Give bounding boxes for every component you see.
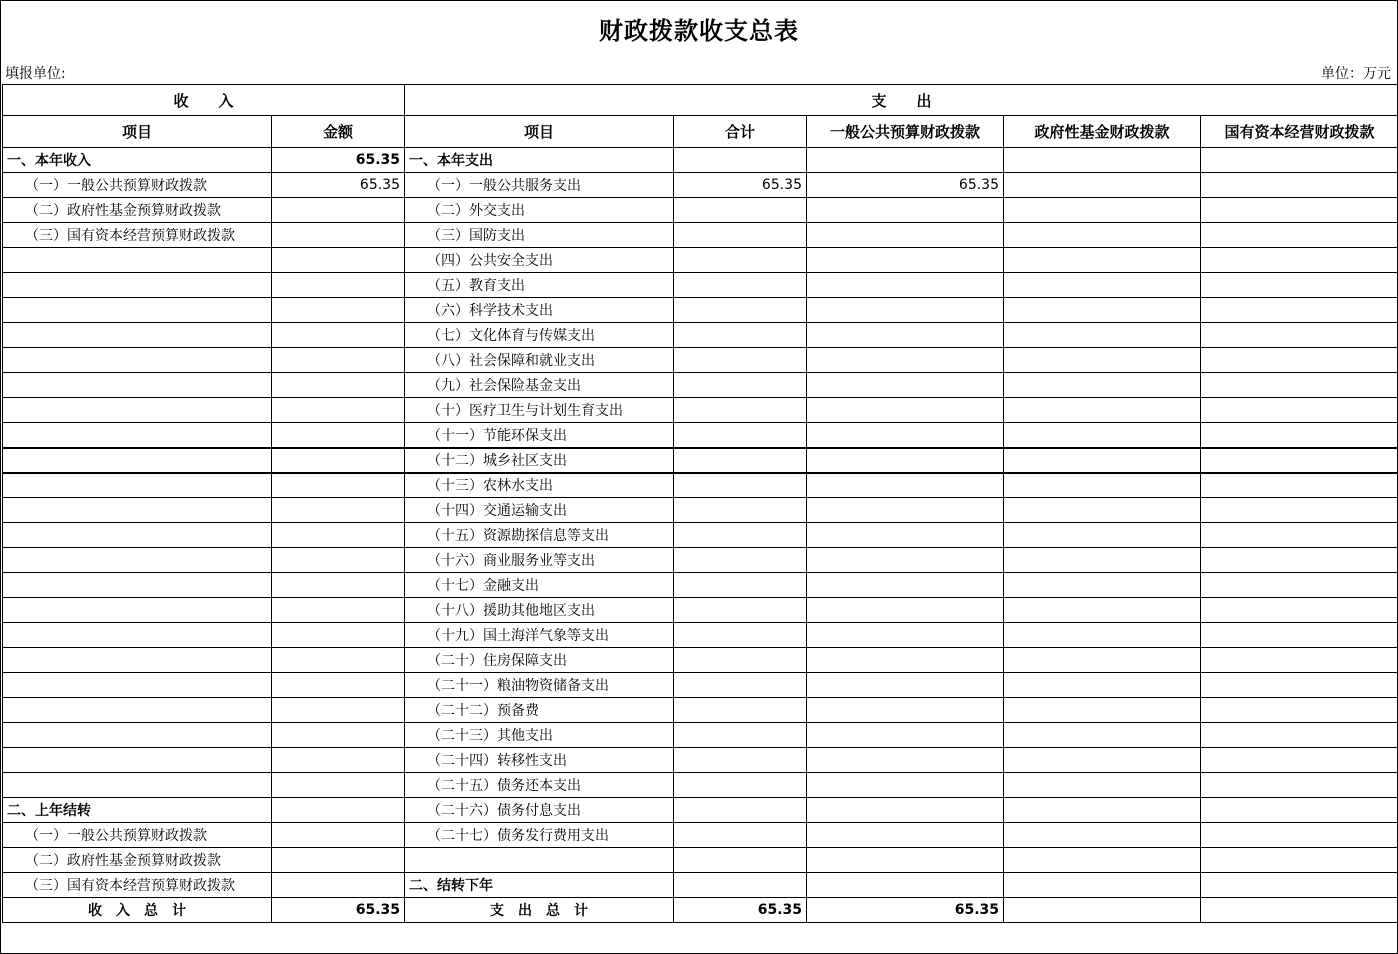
income-item-cell bbox=[3, 623, 272, 648]
state-capital-cell bbox=[1201, 198, 1398, 223]
income-amount-cell bbox=[272, 648, 405, 673]
income-item-cell bbox=[3, 523, 272, 548]
gov-fund-cell bbox=[1004, 398, 1201, 423]
total-cell bbox=[674, 623, 807, 648]
general-budget-cell bbox=[807, 373, 1004, 398]
total-cell bbox=[674, 723, 807, 748]
general-budget-cell bbox=[807, 648, 1004, 673]
gov-fund-cell bbox=[1004, 723, 1201, 748]
expense-item-cell: 一、本年支出 bbox=[405, 148, 674, 173]
table-row bbox=[3, 723, 1398, 748]
gov-fund-cell bbox=[1004, 198, 1201, 223]
total-cell bbox=[674, 648, 807, 673]
table-row bbox=[3, 748, 1398, 773]
table-row bbox=[3, 248, 1398, 273]
gov-fund-cell bbox=[1004, 298, 1201, 323]
table-row bbox=[3, 573, 1398, 598]
col-item-header: 项目 bbox=[3, 116, 272, 148]
income-amount-cell bbox=[272, 548, 405, 573]
income-item-cell: （一）一般公共预算财政拨款 bbox=[3, 823, 272, 848]
state-capital-cell bbox=[1201, 498, 1398, 523]
income-amount-cell bbox=[272, 198, 405, 223]
expense-item-cell: （二十七）债务发行费用支出 bbox=[405, 823, 674, 848]
general-budget-cell bbox=[807, 423, 1004, 448]
income-item-cell: 一、本年收入 bbox=[3, 148, 272, 173]
table-row bbox=[3, 448, 1398, 473]
table-row bbox=[3, 523, 1398, 548]
income-amount-cell bbox=[272, 448, 405, 473]
col-fund-header: 政府性基金财政拨款 bbox=[1004, 116, 1201, 148]
general-budget-cell bbox=[807, 498, 1004, 523]
filler-label: 填报单位: bbox=[5, 66, 66, 82]
table-row bbox=[3, 148, 1398, 173]
income-amount-cell: 65.35 bbox=[272, 173, 405, 198]
state-capital-cell bbox=[1201, 348, 1398, 373]
table-row bbox=[3, 548, 1398, 573]
general-budget-cell bbox=[807, 798, 1004, 823]
expense-item-cell: （十一）节能环保支出 bbox=[405, 423, 674, 448]
income-total-label: 收 入 总 计 bbox=[3, 898, 272, 923]
general-budget-cell bbox=[807, 273, 1004, 298]
total-cell bbox=[674, 348, 807, 373]
income-amount-cell bbox=[272, 823, 405, 848]
total-cell bbox=[674, 523, 807, 548]
income-item-cell bbox=[3, 398, 272, 423]
col-total-header: 合计 bbox=[674, 116, 807, 148]
total-cell bbox=[674, 423, 807, 448]
total-cell bbox=[674, 148, 807, 173]
income-item-cell bbox=[3, 723, 272, 748]
expense-item-cell: （十）医疗卫生与计划生育支出 bbox=[405, 398, 674, 423]
income-amount-cell bbox=[272, 223, 405, 248]
state-capital-cell bbox=[1201, 598, 1398, 623]
income-amount-cell bbox=[272, 498, 405, 523]
general-budget-cell bbox=[807, 848, 1004, 873]
state-capital-cell bbox=[1201, 423, 1398, 448]
income-item-cell bbox=[3, 548, 272, 573]
general-budget-cell bbox=[807, 298, 1004, 323]
gov-fund-cell bbox=[1004, 548, 1201, 573]
state-capital-cell bbox=[1201, 548, 1398, 573]
unit-label: 单位：万元 bbox=[1321, 66, 1391, 82]
income-amount-cell bbox=[272, 248, 405, 273]
income-item-cell bbox=[3, 248, 272, 273]
income-amount-cell bbox=[272, 273, 405, 298]
gov-fund-cell bbox=[1004, 773, 1201, 798]
table-row bbox=[3, 848, 1398, 873]
general-budget-cell bbox=[807, 348, 1004, 373]
state-capital-cell bbox=[1201, 223, 1398, 248]
col-state-header: 国有资本经营财政拨款 bbox=[1201, 116, 1398, 148]
income-amount-cell bbox=[272, 623, 405, 648]
income-item-cell bbox=[3, 448, 272, 473]
total-cell bbox=[674, 448, 807, 473]
total-cell bbox=[674, 773, 807, 798]
table-row bbox=[3, 698, 1398, 723]
expense-item-cell: （四）公共安全支出 bbox=[405, 248, 674, 273]
table-row bbox=[3, 623, 1398, 648]
expense-total-general: 65.35 bbox=[807, 898, 1004, 923]
income-item-cell bbox=[3, 323, 272, 348]
expense-item-cell: （二）外交支出 bbox=[405, 198, 674, 223]
col-exp-item-header: 项目 bbox=[405, 116, 674, 148]
income-amount-cell bbox=[272, 373, 405, 398]
budget-table bbox=[2, 84, 1398, 923]
expense-item-cell: （十二）城乡社区支出 bbox=[405, 448, 674, 473]
income-item-cell bbox=[3, 698, 272, 723]
header-row-1 bbox=[3, 85, 1398, 116]
state-capital-cell bbox=[1201, 773, 1398, 798]
expense-item-cell: （十九）国土海洋气象等支出 bbox=[405, 623, 674, 648]
income-item-cell bbox=[3, 273, 272, 298]
state-capital-cell bbox=[1201, 298, 1398, 323]
table-row bbox=[3, 273, 1398, 298]
table-row bbox=[3, 423, 1398, 448]
total-cell bbox=[674, 373, 807, 398]
income-header: 收 入 bbox=[3, 85, 405, 116]
table-row bbox=[3, 323, 1398, 348]
income-amount-cell bbox=[272, 323, 405, 348]
table-row bbox=[3, 773, 1398, 798]
income-amount-cell bbox=[272, 523, 405, 548]
expense-item-cell bbox=[405, 848, 674, 873]
total-cell bbox=[674, 598, 807, 623]
expense-item-cell: （二十）住房保障支出 bbox=[405, 648, 674, 673]
state-capital-cell bbox=[1201, 748, 1398, 773]
expense-item-cell: （十六）商业服务业等支出 bbox=[405, 548, 674, 573]
general-budget-cell bbox=[807, 748, 1004, 773]
expense-item-cell: （二十六）债务付息支出 bbox=[405, 798, 674, 823]
expense-item-cell: （九）社会保险基金支出 bbox=[405, 373, 674, 398]
income-amount-cell bbox=[272, 398, 405, 423]
income-item-cell: （二）政府性基金预算财政拨款 bbox=[3, 198, 272, 223]
income-amount-cell bbox=[272, 298, 405, 323]
table-row bbox=[3, 648, 1398, 673]
general-budget-cell bbox=[807, 873, 1004, 898]
state-capital-cell bbox=[1201, 248, 1398, 273]
header-row-2 bbox=[3, 116, 1398, 148]
gov-fund-cell bbox=[1004, 623, 1201, 648]
gov-fund-cell bbox=[1004, 448, 1201, 473]
general-budget-cell bbox=[807, 523, 1004, 548]
expense-item-cell: （二十五）债务还本支出 bbox=[405, 773, 674, 798]
income-item-cell bbox=[3, 423, 272, 448]
total-cell bbox=[674, 398, 807, 423]
total-cell bbox=[674, 323, 807, 348]
gov-fund-cell bbox=[1004, 573, 1201, 598]
state-capital-cell bbox=[1201, 323, 1398, 348]
income-total-amount: 65.35 bbox=[272, 898, 405, 923]
general-budget-cell bbox=[807, 148, 1004, 173]
gov-fund-cell bbox=[1004, 823, 1201, 848]
general-budget-cell bbox=[807, 398, 1004, 423]
gov-fund-cell bbox=[1004, 748, 1201, 773]
general-budget-cell bbox=[807, 548, 1004, 573]
expense-total-fund bbox=[1004, 898, 1201, 923]
gov-fund-cell bbox=[1004, 498, 1201, 523]
income-item-cell bbox=[3, 773, 272, 798]
income-item-cell: （一）一般公共预算财政拨款 bbox=[3, 173, 272, 198]
gov-fund-cell bbox=[1004, 598, 1201, 623]
state-capital-cell bbox=[1201, 148, 1398, 173]
income-amount-cell bbox=[272, 748, 405, 773]
expense-item-cell: （七）文化体育与传媒支出 bbox=[405, 323, 674, 348]
total-cell bbox=[674, 498, 807, 523]
general-budget-cell bbox=[807, 598, 1004, 623]
state-capital-cell bbox=[1201, 623, 1398, 648]
expense-item-cell: （十四）交通运输支出 bbox=[405, 498, 674, 523]
general-budget-cell bbox=[807, 323, 1004, 348]
table-row bbox=[3, 398, 1398, 423]
expense-item-cell: （十七）金融支出 bbox=[405, 573, 674, 598]
state-capital-cell bbox=[1201, 373, 1398, 398]
gov-fund-cell bbox=[1004, 473, 1201, 498]
total-cell bbox=[674, 873, 807, 898]
table-row bbox=[3, 298, 1398, 323]
state-capital-cell bbox=[1201, 648, 1398, 673]
income-item-cell bbox=[3, 748, 272, 773]
total-cell: 65.35 bbox=[674, 173, 807, 198]
income-item-cell: （三）国有资本经营预算财政拨款 bbox=[3, 223, 272, 248]
income-amount-cell bbox=[272, 348, 405, 373]
expense-item-cell: （十八）援助其他地区支出 bbox=[405, 598, 674, 623]
gov-fund-cell bbox=[1004, 248, 1201, 273]
gov-fund-cell bbox=[1004, 148, 1201, 173]
income-amount-cell bbox=[272, 773, 405, 798]
general-budget-cell bbox=[807, 623, 1004, 648]
gov-fund-cell bbox=[1004, 648, 1201, 673]
general-budget-cell bbox=[807, 198, 1004, 223]
expense-item-cell: （三）国防支出 bbox=[405, 223, 674, 248]
expense-item-cell: （二十一）粮油物资储备支出 bbox=[405, 673, 674, 698]
col-amount-header: 金额 bbox=[272, 116, 405, 148]
general-budget-cell bbox=[807, 673, 1004, 698]
income-amount-cell bbox=[272, 873, 405, 898]
table-row bbox=[3, 473, 1398, 498]
gov-fund-cell bbox=[1004, 173, 1201, 198]
total-cell bbox=[674, 223, 807, 248]
expense-item-cell: （五）教育支出 bbox=[405, 273, 674, 298]
general-budget-cell bbox=[807, 448, 1004, 473]
total-cell bbox=[674, 673, 807, 698]
expense-item-cell: （一）一般公共服务支出 bbox=[405, 173, 674, 198]
table-row bbox=[3, 673, 1398, 698]
table-row bbox=[3, 223, 1398, 248]
total-cell bbox=[674, 748, 807, 773]
gov-fund-cell bbox=[1004, 848, 1201, 873]
income-item-cell: 二、上年结转 bbox=[3, 798, 272, 823]
income-amount-cell bbox=[272, 798, 405, 823]
expense-item-cell: （八）社会保障和就业支出 bbox=[405, 348, 674, 373]
table-row bbox=[3, 598, 1398, 623]
expense-item-cell: （二十四）转移性支出 bbox=[405, 748, 674, 773]
general-budget-cell bbox=[807, 473, 1004, 498]
table-row bbox=[3, 823, 1398, 848]
expense-header: 支 出 bbox=[405, 85, 1398, 116]
total-cell bbox=[674, 198, 807, 223]
expense-item-cell: （六）科学技术支出 bbox=[405, 298, 674, 323]
expense-item-cell: （二十二）预备费 bbox=[405, 698, 674, 723]
general-budget-cell bbox=[807, 248, 1004, 273]
income-item-cell bbox=[3, 598, 272, 623]
total-cell bbox=[674, 273, 807, 298]
general-budget-cell bbox=[807, 223, 1004, 248]
gov-fund-cell bbox=[1004, 423, 1201, 448]
gov-fund-cell bbox=[1004, 373, 1201, 398]
total-cell bbox=[674, 573, 807, 598]
gov-fund-cell bbox=[1004, 873, 1201, 898]
income-item-cell bbox=[3, 648, 272, 673]
gov-fund-cell bbox=[1004, 323, 1201, 348]
state-capital-cell bbox=[1201, 573, 1398, 598]
general-budget-cell bbox=[807, 573, 1004, 598]
gov-fund-cell bbox=[1004, 698, 1201, 723]
table-row bbox=[3, 348, 1398, 373]
expense-item-cell: （二十三）其他支出 bbox=[405, 723, 674, 748]
col-general-header: 一般公共预算财政拨款 bbox=[807, 116, 1004, 148]
total-cell bbox=[674, 698, 807, 723]
state-capital-cell bbox=[1201, 173, 1398, 198]
expense-total-sum: 65.35 bbox=[674, 898, 807, 923]
income-amount-cell bbox=[272, 598, 405, 623]
gov-fund-cell bbox=[1004, 223, 1201, 248]
table-row bbox=[3, 198, 1398, 223]
general-budget-cell bbox=[807, 698, 1004, 723]
income-amount-cell: 65.35 bbox=[272, 148, 405, 173]
state-capital-cell bbox=[1201, 398, 1398, 423]
table-row bbox=[3, 173, 1398, 198]
state-capital-cell bbox=[1201, 723, 1398, 748]
general-budget-cell bbox=[807, 773, 1004, 798]
income-amount-cell bbox=[272, 673, 405, 698]
expense-item-cell: （十三）农林水支出 bbox=[405, 473, 674, 498]
state-capital-cell bbox=[1201, 873, 1398, 898]
income-amount-cell bbox=[272, 698, 405, 723]
gov-fund-cell bbox=[1004, 673, 1201, 698]
gov-fund-cell bbox=[1004, 273, 1201, 298]
general-budget-cell bbox=[807, 823, 1004, 848]
totals-row bbox=[3, 898, 1398, 923]
expense-item-cell: （十五）资源勘探信息等支出 bbox=[405, 523, 674, 548]
state-capital-cell bbox=[1201, 698, 1398, 723]
state-capital-cell bbox=[1201, 273, 1398, 298]
general-budget-cell bbox=[807, 723, 1004, 748]
report-title: 财政拨款收支总表 bbox=[599, 17, 799, 45]
income-item-cell: （二）政府性基金预算财政拨款 bbox=[3, 848, 272, 873]
table-row bbox=[3, 373, 1398, 398]
income-item-cell bbox=[3, 673, 272, 698]
state-capital-cell bbox=[1201, 673, 1398, 698]
income-item-cell: （三）国有资本经营预算财政拨款 bbox=[3, 873, 272, 898]
income-item-cell bbox=[3, 573, 272, 598]
income-item-cell bbox=[3, 498, 272, 523]
income-amount-cell bbox=[272, 473, 405, 498]
income-item-cell bbox=[3, 298, 272, 323]
state-capital-cell bbox=[1201, 798, 1398, 823]
table-row bbox=[3, 873, 1398, 898]
gov-fund-cell bbox=[1004, 523, 1201, 548]
expense-item-cell: 二、结转下年 bbox=[405, 873, 674, 898]
total-cell bbox=[674, 548, 807, 573]
income-amount-cell bbox=[272, 723, 405, 748]
gov-fund-cell bbox=[1004, 798, 1201, 823]
income-amount-cell bbox=[272, 423, 405, 448]
income-item-cell bbox=[3, 473, 272, 498]
total-cell bbox=[674, 298, 807, 323]
table-row bbox=[3, 498, 1398, 523]
total-cell bbox=[674, 248, 807, 273]
income-amount-cell bbox=[272, 848, 405, 873]
table-row bbox=[3, 798, 1398, 823]
state-capital-cell bbox=[1201, 523, 1398, 548]
income-amount-cell bbox=[272, 573, 405, 598]
state-capital-cell bbox=[1201, 848, 1398, 873]
total-cell bbox=[674, 823, 807, 848]
gov-fund-cell bbox=[1004, 348, 1201, 373]
income-item-cell bbox=[3, 373, 272, 398]
state-capital-cell bbox=[1201, 448, 1398, 473]
general-budget-cell: 65.35 bbox=[807, 173, 1004, 198]
expense-total-state bbox=[1201, 898, 1398, 923]
income-item-cell bbox=[3, 348, 272, 373]
total-cell bbox=[674, 473, 807, 498]
total-cell bbox=[674, 798, 807, 823]
total-cell bbox=[674, 848, 807, 873]
state-capital-cell bbox=[1201, 473, 1398, 498]
state-capital-cell bbox=[1201, 823, 1398, 848]
expense-total-label: 支 出 总 计 bbox=[405, 898, 674, 923]
